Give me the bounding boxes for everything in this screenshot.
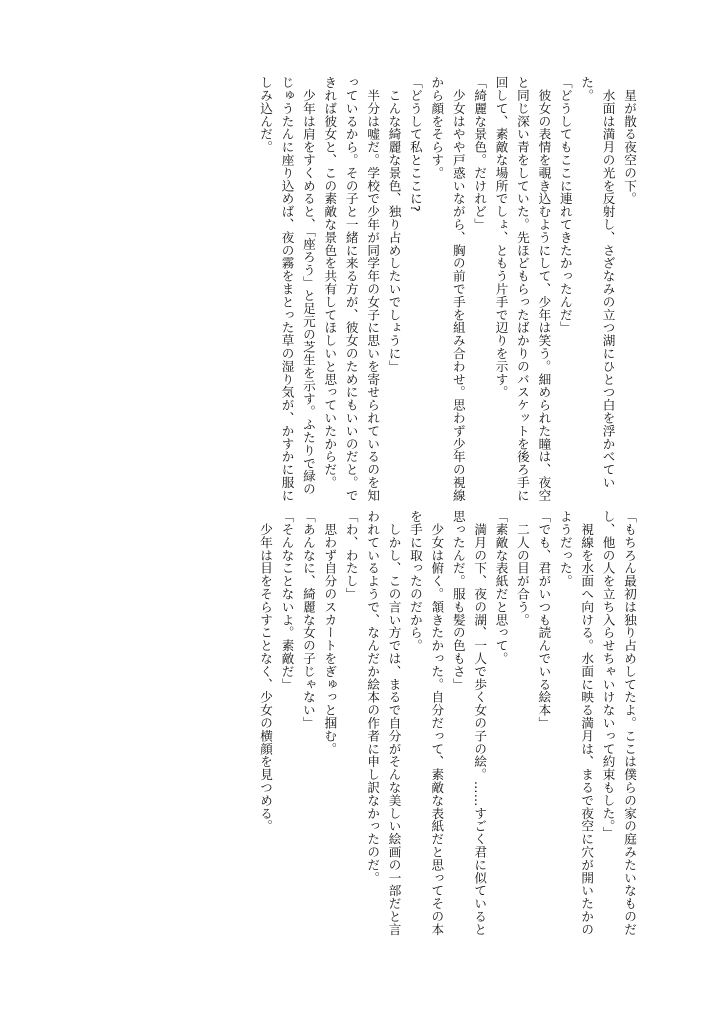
dialogue-line: 「綺麗な景色。だけれど」 (472, 76, 488, 231)
dialogue-line: 「もちろん最初は独り占めしてたよ。ここは僕らの家の庭みたいなものだし、他の人を立ち入らせちゃいけないって約束もした。」 (600, 510, 637, 936)
dialogue-line: 「どうして私とここに? (407, 76, 423, 212)
dialogue-line: 「そんなことないよ。素敵だ」 (279, 510, 295, 691)
paragraph: 星が散る夜空の下。 (622, 76, 637, 205)
dialogue-line: 満月の下、夜の湖、一人で歩く女の子の絵。……すごく君に似ていると思ったんだ。服も髪の色もさ」 (450, 510, 488, 936)
dialogue-line: 「あんなに、綺麗な女の子じゃない」 (300, 510, 316, 730)
paragraph: 視線を水面へ向ける。水面に映る満月は、まるで夜空に穴が開いたかのようだった。 (557, 510, 595, 936)
dialogue-line: こんな綺麗な景色、独り占めしたいでしょうに」 (386, 76, 402, 373)
paragraph: 思わず自分のスカートをぎゅっと掴む。 (322, 510, 338, 756)
text-block-upper (70, 76, 640, 506)
paragraph: 少年は目をそらすことなく、少女の横顔を見つめる。 (258, 510, 274, 833)
paragraph: 二人の目が合う。 (514, 510, 530, 627)
paragraph: 水面は満月の光を反射し、さざなみの立つ湖にひとつ白を浮かべていた。 (579, 76, 616, 489)
dialogue-line: 「素敵な表紙だと思って。 (493, 510, 509, 665)
paragraph: 少女はやや戸惑いながら、胸の前で手を組み合わせ。思わず少年の視線から顔をそらす。 (429, 76, 466, 502)
paragraph: 彼女の表情を覗き込むようにして、少年は笑う。細められた瞳は、夜空と同じ深い青をしていた。先ほどもらったばかりのバスケットを後ろ手に回して、素敵な場所でしょ、ともう片手で辺りを示す。 (493, 76, 552, 502)
dialogue-line: 「でも、君がいつも読んでいる絵本」 (536, 510, 552, 730)
dialogue-line: 「わ、わたし」 (343, 510, 359, 601)
paragraph: 少年は肩をすくめると、「座ろう」と足元の芝生を示す。ふたりで緑のじゅうたんに座り込めば、夜の霧をまとった草の湿り気が、かすかに服にしみ込んだ。 (258, 76, 316, 502)
paragraph: 半分は嘘だ。学校で少年が同学年の女子に思いを寄せられているのを知っているから。その子と一緒に来る方が、彼女のためにもいいのだと。できれば彼女と、この素敵な景色を共有してほしいと思っていたからだ。 (322, 76, 381, 502)
paragraph: しかし、この言い方では、まるで自分がそんな美しい絵画の一部だと言われているようで、なんだか絵本の作者に申し訳なかったのだ。 (365, 510, 402, 936)
paragraph: 少女は俯く。頷きたかった。自分だって、素敵な表紙だと思ってその本を手に取ったのだから。 (407, 510, 445, 936)
text-block-lower (70, 510, 640, 940)
dialogue-line: 「どうしてもここに連れてきたかったんだ」 (557, 76, 573, 334)
